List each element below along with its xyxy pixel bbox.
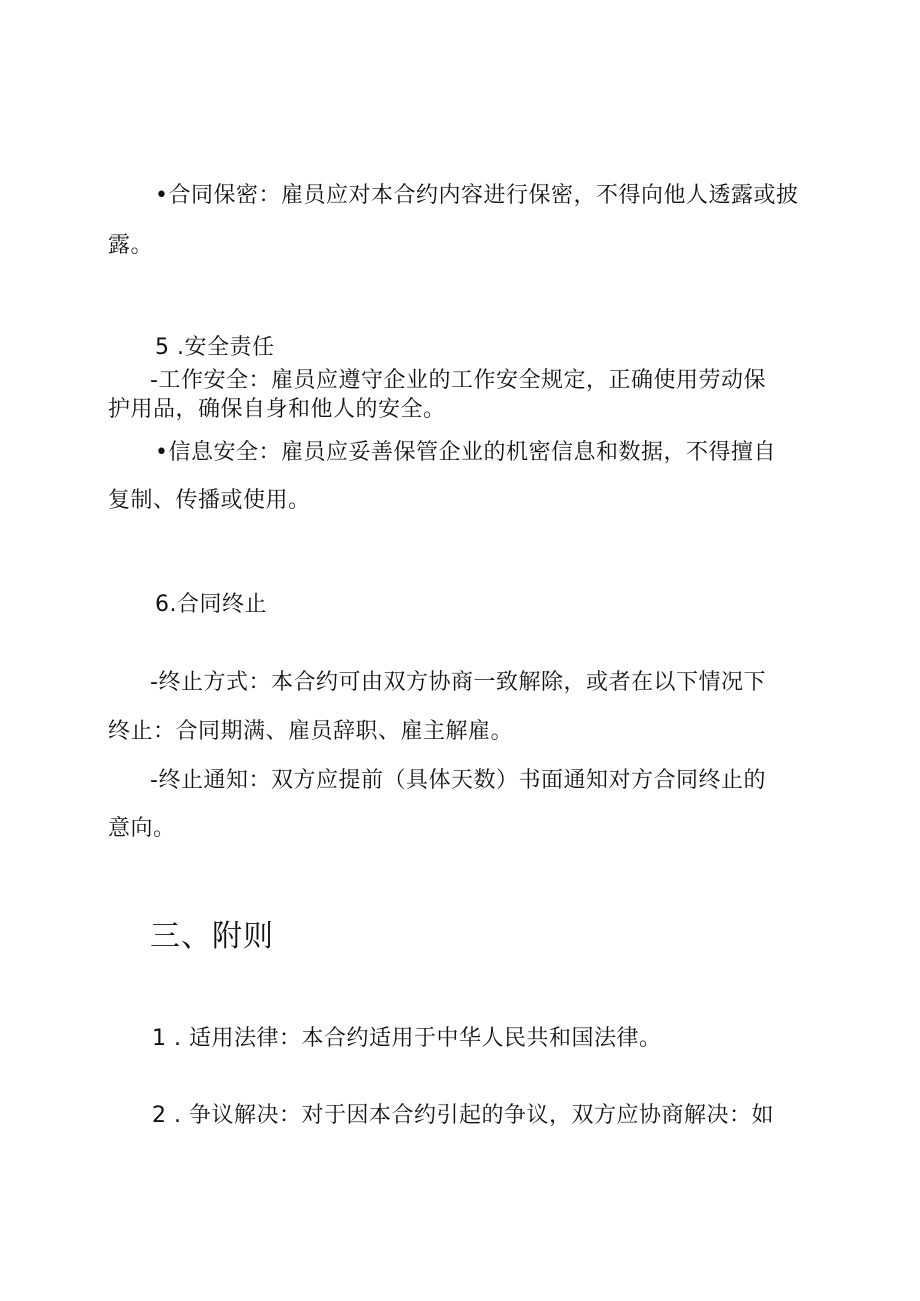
appendix-item-1: 1 . 适用法律：本合约适用于中华人民共和国法律。 bbox=[152, 1026, 662, 1051]
termination-notice-line-1: -终止通知：双方应提前（具体天数）书面通知对方合同终止的 bbox=[150, 768, 766, 793]
appendix-heading: 三、附则 bbox=[150, 919, 274, 954]
work-safety-line-1: -工作安全：雇员应遵守企业的工作安全规定，正确使用劳动保 bbox=[150, 368, 766, 393]
termination-method-line-1: -终止方式：本合约可由双方协商一致解除，或者在以下情况下 bbox=[150, 670, 766, 695]
section-6-title: 6.合同终止 bbox=[155, 592, 267, 617]
info-security-line-2: 复制、传播或使用。 bbox=[108, 488, 311, 513]
confidentiality-line-1: •合同保密：雇员应对本合约内容进行保密，不得向他人透露或披 bbox=[155, 183, 799, 208]
section-5-title: 5 .安全责任 bbox=[155, 335, 275, 360]
info-security-line-1: •信息安全：雇员应妥善保管企业的机密信息和数据，不得擅自 bbox=[155, 440, 776, 465]
appendix-item-2: 2 . 争议解决：对于因本合约引起的争议，双方应协商解决：如 bbox=[152, 1103, 774, 1128]
termination-method-line-2: 终止：合同期满、雇员辞职、雇主解雇。 bbox=[108, 719, 514, 744]
confidentiality-line-2: 露。 bbox=[108, 233, 154, 258]
termination-notice-line-2: 意向。 bbox=[108, 816, 176, 841]
work-safety-line-2: 护用品，确保自身和他人的安全。 bbox=[108, 397, 446, 422]
